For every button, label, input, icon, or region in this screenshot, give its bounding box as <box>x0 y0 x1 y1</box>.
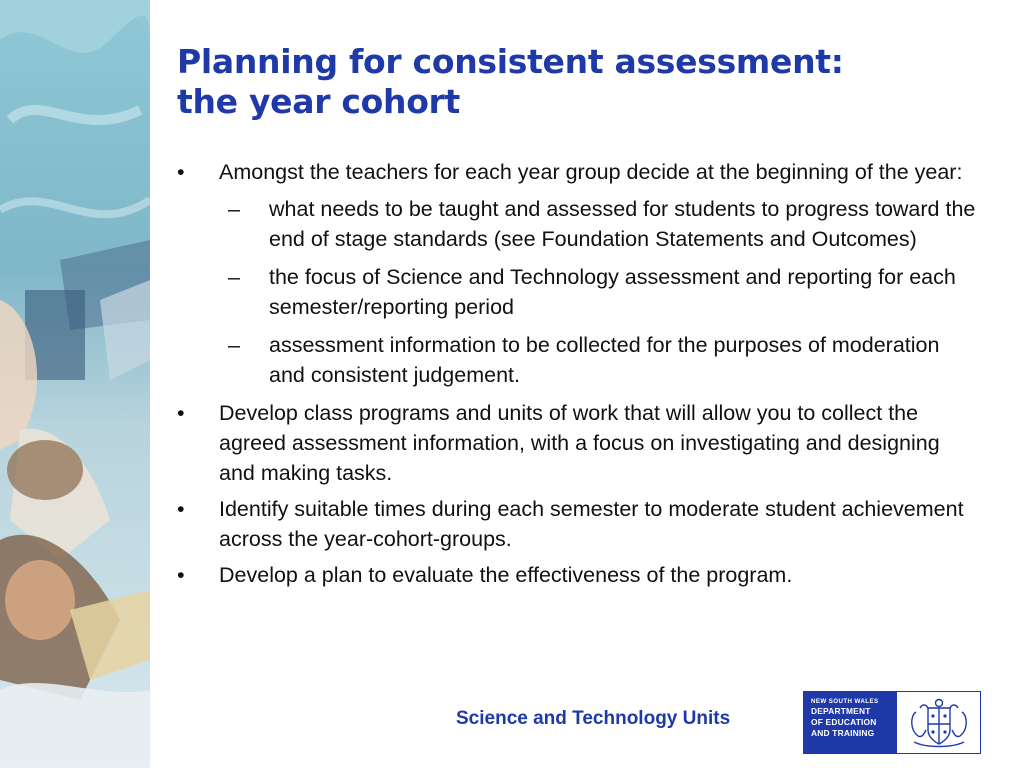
bullet-item <box>177 398 977 488</box>
bullet-text: Develop class programs and units of work that will allow you to collect the agreed assessment information, with a focus on investigating and designing and making tasks. <box>219 401 940 485</box>
slide-title <box>177 42 997 122</box>
sub-bullet-text: what needs to be taught and assessed for students to progress toward the end of stage standards (see Foundation Statements and Outcomes) <box>269 197 976 251</box>
sub-bullet-item <box>219 194 977 254</box>
slide-bullet-list <box>177 157 977 596</box>
coat-of-arms-icon <box>897 692 980 753</box>
slide-title-line-2: the year cohort <box>177 82 461 121</box>
sub-bullet-text: assessment information to be collected for the purposes of moderation and consistent judgement. <box>269 333 940 387</box>
bullet-text: Amongst the teachers for each year group decide at the beginning of the year: <box>219 160 963 184</box>
logo-line-department: DEPARTMENT <box>811 706 871 716</box>
bullet-item <box>177 560 977 590</box>
sub-bullet-list <box>219 194 977 390</box>
bullet-text: Identify suitable times during each semester to moderate student achievement across the year-cohort-groups. <box>219 497 964 551</box>
sub-bullet-marker: – <box>228 197 240 221</box>
sub-bullet-item <box>219 330 977 390</box>
sub-bullet-marker: – <box>228 333 240 357</box>
slide-title-line-1: Planning for consistent assessment: <box>177 42 844 81</box>
sub-bullet-text: the focus of Science and Technology assessment and reporting for each semester/reporting period <box>269 265 956 319</box>
bullet-marker: • <box>177 563 185 587</box>
bullet-marker: • <box>177 401 185 425</box>
logo-line-training: AND TRAINING <box>811 728 875 738</box>
bullet-marker: • <box>177 497 185 521</box>
bullet-item <box>177 494 977 554</box>
logo-line-education: OF EDUCATION <box>811 717 877 727</box>
department-logo <box>803 691 981 754</box>
logo-text-block <box>804 692 897 753</box>
sub-bullet-marker: – <box>228 265 240 289</box>
bullet-item <box>177 157 977 390</box>
bullet-marker: • <box>177 160 185 184</box>
logo-line-state: NEW SOUTH WALES <box>811 698 879 705</box>
side-photo-students <box>0 0 150 768</box>
bullet-text: Develop a plan to evaluate the effectiveness of the program. <box>219 563 793 587</box>
sub-bullet-item <box>219 262 977 322</box>
footer-title: Science and Technology Units <box>456 708 731 729</box>
